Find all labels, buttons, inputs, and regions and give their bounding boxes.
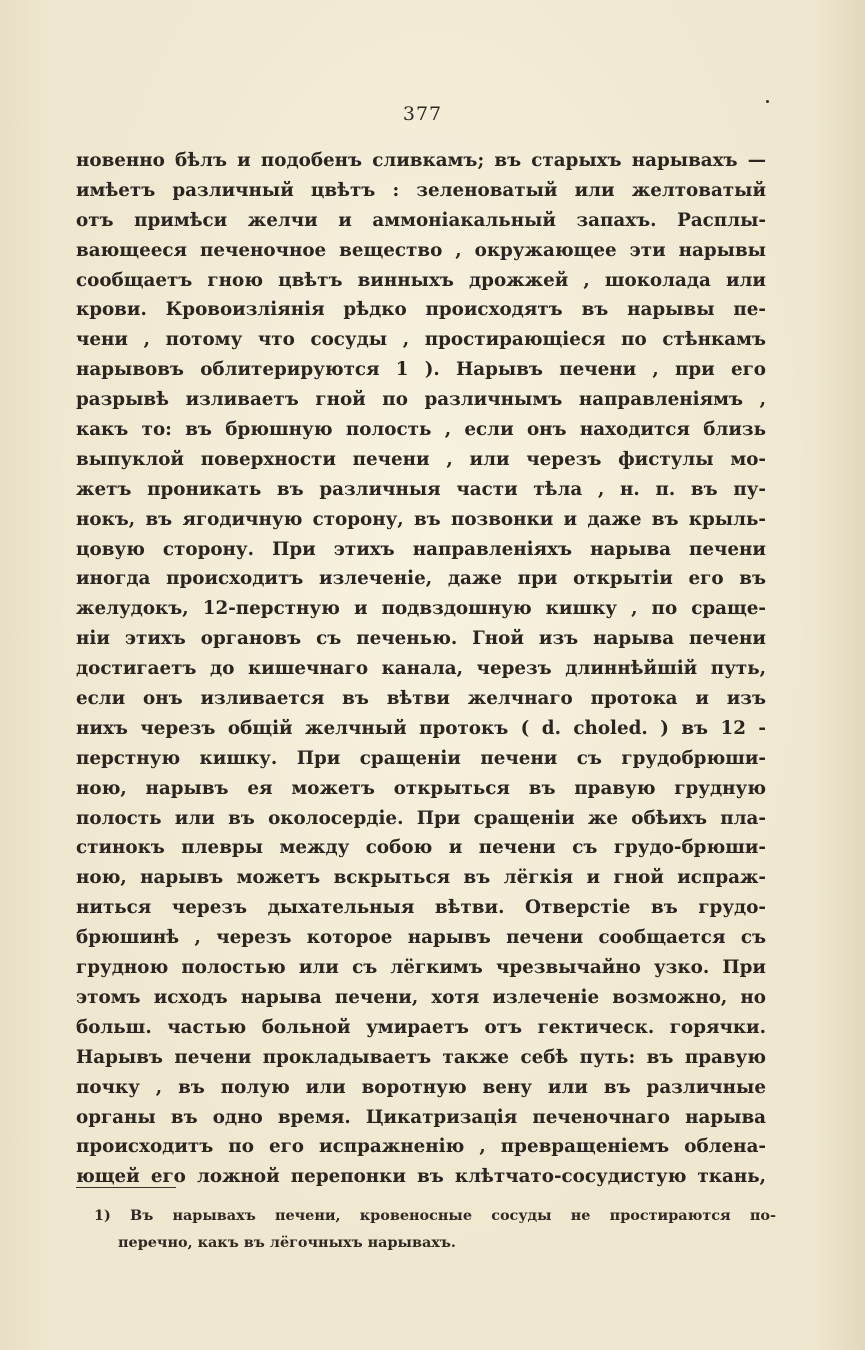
text-line: нокъ, въ ягодичную сторону, въ позвонки и даже въ крыль- <box>76 508 766 530</box>
footnote-divider <box>76 1187 176 1188</box>
text-line: имѣетъ различный цвѣтъ : зеленоватый или желтоватый <box>76 179 766 201</box>
text-line: нарывовъ облитерируются 1 ). Нарывъ печени , при его <box>76 359 766 381</box>
text-line: иногда происходитъ излеченіе, даже при открытіи его въ <box>76 568 766 590</box>
text-line: ніи этихъ органовъ съ печенью. Гной изъ нарыва печени <box>76 628 766 650</box>
text-line: разрывѣ изливаетъ гной по различнымъ направленіямъ , <box>76 389 766 411</box>
text-line: ною, нарывъ можетъ вскрыться въ лёгкія и гной испраж- <box>76 867 766 889</box>
text-line: чени , потому что сосуды , простирающіеся по стѣнкамъ <box>76 329 766 351</box>
text-line: ною, нарывъ ея можетъ открыться въ правую грудную <box>76 777 766 799</box>
text-line: грудною полостью или съ лёгкимъ чрезвычайно узко. При <box>76 957 766 979</box>
text-line: если онъ изливается въ вѣтви желчнаго протока и изъ <box>76 688 766 710</box>
footnote <box>94 1202 776 1256</box>
text-line: этомъ исходъ нарыва печени, хотя излеченіе возможно, но <box>76 986 766 1008</box>
text-line: желудокъ, 12-перстную и подвздошную кишку , по сраще- <box>76 598 766 620</box>
text-line: органы въ одно время. Цикатризація печеночнаго нарыва <box>76 1106 766 1128</box>
text-line: нихъ черезъ общій желчный протокъ ( d. choled. ) въ 12 - <box>76 717 766 739</box>
text-line: достигаетъ до кишечнаго канала, черезъ длиннѣйшій путь, <box>76 658 766 680</box>
text-line: выпуклой поверхности печени , или черезъ фистулы мо- <box>76 448 766 470</box>
text-line: цовую сторону. При этихъ направленіяхъ нарыва печени <box>76 538 766 560</box>
text-line: Нарывъ печени прокладываетъ также себѣ путь: въ правую <box>76 1046 766 1068</box>
text-line: жетъ проникать въ различныя части тѣла , н. п. въ пу- <box>76 478 766 500</box>
text-line: полость или въ околосердіе. При сращеніи же обѣихъ пла- <box>76 807 766 829</box>
text-line: вающееся печеночное вещество , окружающее эти нарывы <box>76 239 766 261</box>
page-number: 377 <box>402 103 443 125</box>
body-text <box>76 146 766 1192</box>
text-line: отъ примѣси желчи и аммоніакальный запахъ. Расплы- <box>76 209 766 231</box>
footnote-line: 1) Въ нарывахъ печени, кровеносные сосуды не простираются по- <box>94 1207 776 1224</box>
text-line: новенно бѣлъ и подобенъ сливкамъ; въ старыхъ нарывахъ — <box>76 150 766 171</box>
text-line: почку , въ полую или воротную вену или въ различные <box>76 1076 766 1098</box>
text-line: ниться черезъ дыхательныя вѣтви. Отверстіе въ грудо- <box>76 897 766 919</box>
footnote-line: перечно, какъ въ лёгочныхъ нарывахъ. <box>118 1234 456 1251</box>
text-line: какъ то: въ брюшную полость , если онъ находится близь <box>76 419 766 441</box>
text-line: ющей его ложной перепонки въ клѣтчато-сосудистую ткань, <box>76 1166 766 1188</box>
text-line: стинокъ плевры между собою и печени съ грудо-брюши- <box>76 837 766 859</box>
text-line: больш. частью больной умираетъ отъ гектическ. горячки. <box>76 1016 766 1038</box>
text-line: перстную кишку. При сращеніи печени съ грудобрюши- <box>76 747 766 769</box>
text-line: сообщаетъ гною цвѣтъ винныхъ дрожжей , шоколада или <box>76 269 766 291</box>
text-line: крови. Кровоизліянія рѣдко происходятъ въ нарывы пе- <box>76 299 766 321</box>
text-line: происходитъ по его испражненію , превращеніемъ облена- <box>76 1136 766 1158</box>
text-line: брюшинѣ , черезъ которое нарывъ печени сообщается съ <box>76 927 766 949</box>
